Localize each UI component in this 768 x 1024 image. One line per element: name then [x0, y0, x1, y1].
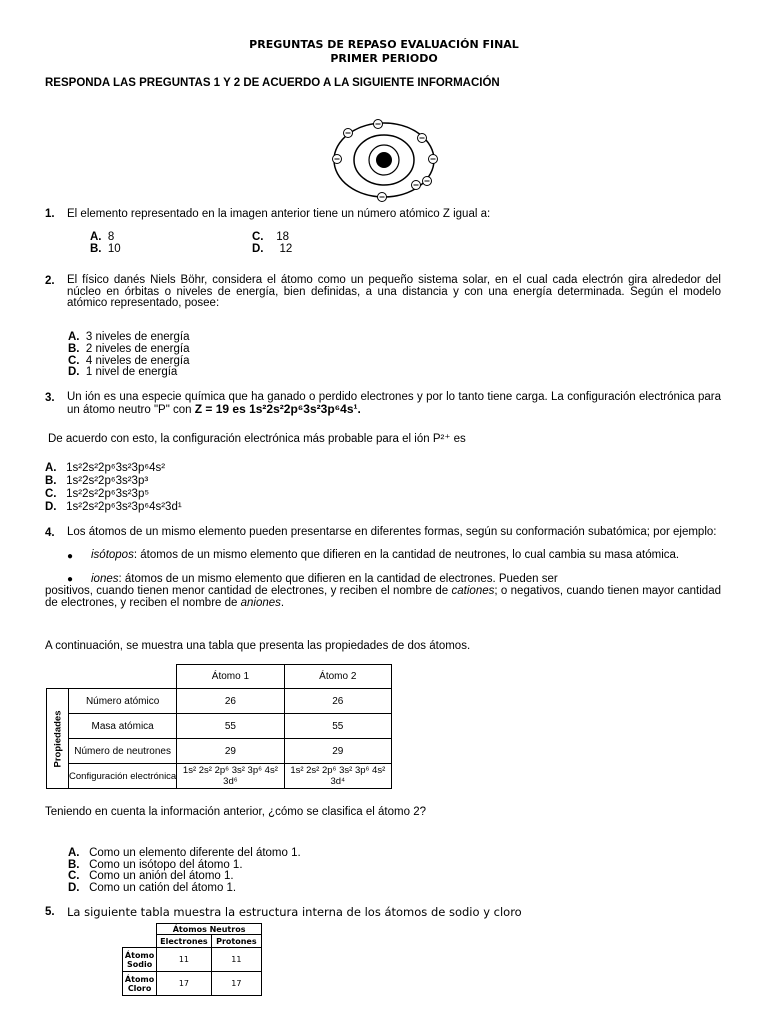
column-header: Átomo 2 — [284, 665, 391, 689]
table-title: Átomos Neutros — [157, 924, 262, 935]
option-text: Como un isótopo del átomo 1. — [89, 859, 243, 871]
question-number: 5. — [45, 906, 55, 918]
bohr-atom-diagram — [330, 118, 440, 203]
option-letter: C. — [45, 488, 57, 500]
option-text: Como un catión del átomo 1. — [89, 882, 237, 894]
empty-cell — [123, 924, 157, 935]
cell: 29 — [177, 739, 284, 764]
text: ; o negativos, cuando tienen mayor cantidad de electrones, y reciben el nombre de — [45, 585, 721, 609]
q1-option-a[interactable] — [90, 231, 114, 243]
question-2-text: El físico danés Niels Böhr, considera el átomo como un pequeño sistema solar, en el cual cada electrón gira alrededor del núcleo en órbitas o niveles de energía, bien definidas, a una distancia y con una energía determinada. Según el modelo atómico representado, posee: — [67, 274, 721, 309]
definition: : átomos de un mismo elemento que difieren en la cantidad de neutrones, lo cual cambia su masa atómica. — [133, 549, 680, 561]
q3-option-c[interactable] — [45, 488, 149, 500]
cell: 1s² 2s² 2p⁶ 3s² 3p⁶ 4s² 3d⁴ — [284, 764, 391, 789]
q3-option-a[interactable] — [45, 462, 165, 474]
term: cationes — [451, 585, 495, 597]
cell: 26 — [177, 689, 284, 714]
option-letter: C. — [68, 355, 80, 367]
option-letter: A. — [68, 331, 80, 343]
option-letter: D. — [45, 501, 57, 513]
question-4-prompt: Teniendo en cuenta la información anterior, ¿cómo se clasifica el átomo 2? — [45, 806, 426, 818]
term: isótopos — [91, 549, 134, 561]
option-text: 1 nivel de energía — [85, 366, 178, 378]
iones-definition — [91, 573, 558, 585]
q4-option-c[interactable] — [68, 870, 234, 882]
question-3-text — [67, 392, 721, 416]
question-number: 1. — [45, 208, 55, 220]
term: aniones — [240, 597, 281, 609]
cell: 11 — [157, 948, 212, 972]
q2-option-a[interactable] — [68, 331, 189, 343]
atom-properties-table — [46, 664, 392, 789]
nucleus — [376, 152, 392, 168]
option-text: 12 — [279, 243, 293, 255]
option-text: 18 — [276, 231, 290, 243]
option-letter: C. — [252, 231, 264, 243]
question-number: 2. — [45, 275, 55, 287]
question-3-followup: De acuerdo con esto, la configuración electrónica más probable para el ión P²⁺ es — [48, 433, 466, 445]
option-letter: B. — [45, 475, 57, 487]
text: positivos, cuando tienen menor cantidad de electrones, y reciben el nombre de — [45, 585, 452, 597]
q3-option-d[interactable] — [45, 501, 182, 513]
text: . — [280, 597, 285, 609]
option-text: 1s²2s²2p⁶3s²3p⁶4s² — [66, 462, 166, 474]
question-text: Un ión es una especie química que ha ganado o perdido electrones y por lo tanto tiene carga. La configuración electrónica para un átomo neutro "P" con — [67, 391, 721, 416]
empty-cell — [69, 665, 177, 689]
bullet-icon: ● — [67, 551, 74, 562]
cell: 17 — [211, 972, 261, 996]
option-letter: A. — [68, 847, 80, 859]
option-text: 10 — [107, 243, 121, 255]
empty-cell — [123, 935, 157, 948]
question-text: El elemento representado en la imagen anterior tiene un número atómico Z igual a: — [67, 208, 491, 220]
q2-option-d[interactable] — [68, 366, 177, 378]
option-letter: C. — [68, 870, 80, 882]
option-text: Como un elemento diferente del átomo 1. — [89, 847, 301, 859]
empty-cell — [47, 665, 69, 689]
option-text: 1s²2s²2p⁶3s²3p⁵ — [66, 488, 150, 500]
q2-option-b[interactable] — [68, 343, 189, 355]
properties-label: Propiedades — [52, 709, 63, 768]
option-text: 3 niveles de energía — [85, 331, 190, 343]
column-header: Átomo 1 — [177, 665, 284, 689]
cell: 55 — [284, 714, 391, 739]
row-label: Número de neutrones — [69, 739, 177, 764]
cell: 11 — [211, 948, 261, 972]
question-5-text: La siguiente tabla muestra la estructura interna de los átomos de sodio y cloro — [67, 905, 522, 919]
table-intro: A continuación, se muestra una tabla que presenta las propiedades de dos átomos. — [45, 640, 471, 652]
q4-option-a[interactable] — [68, 847, 301, 859]
page-title: PREGUNTAS DE REPASO EVALUACIÓN FINAL — [249, 38, 519, 51]
option-letter: D. — [68, 882, 80, 894]
cell: 29 — [284, 739, 391, 764]
question-number: 4. — [45, 527, 55, 539]
option-letter: A. — [90, 231, 102, 243]
row-label: Masa atómica — [69, 714, 177, 739]
side-label-cell — [47, 689, 69, 789]
instructions-heading: RESPONDA LAS PREGUNTAS 1 Y 2 DE ACUERDO A LA SIGUIENTE INFORMACIÓN — [45, 77, 500, 89]
isotopos-definition — [91, 550, 721, 562]
option-letter: B. — [68, 343, 80, 355]
iones-continuation — [45, 585, 721, 609]
option-letter: D. — [68, 366, 80, 378]
question-1 — [45, 208, 491, 220]
bullet-icon: ● — [67, 574, 74, 585]
q1-option-c[interactable] — [252, 231, 289, 243]
neutral-atoms-table — [122, 923, 262, 996]
option-letter: B. — [90, 243, 102, 255]
option-text: 8 — [107, 231, 115, 243]
cell: 55 — [177, 714, 284, 739]
cell: 26 — [284, 689, 391, 714]
question-4-text: Los átomos de un mismo elemento pueden presentarse en diferentes formas, según su conformación subatómica; por ejemplo: — [67, 526, 717, 538]
term: iones — [91, 573, 119, 585]
q1-option-d[interactable] — [252, 243, 292, 255]
q4-option-d[interactable] — [68, 882, 236, 894]
option-text: 2 niveles de energía — [85, 343, 190, 355]
option-text: 4 niveles de energía — [85, 355, 190, 367]
cell: 1s² 2s² 2p⁶ 3s² 3p⁶ 4s² 3d⁶ — [177, 764, 284, 789]
q1-option-b[interactable] — [90, 243, 121, 255]
row-label: Átomo Cloro — [123, 972, 157, 996]
row-label: Número atómico — [69, 689, 177, 714]
option-letter: D. — [252, 243, 264, 255]
row-label: Átomo Sodio — [123, 948, 157, 972]
q3-option-b[interactable] — [45, 475, 148, 487]
row-label: Configuración electrónica — [69, 764, 177, 789]
column-header: Electrones — [157, 935, 212, 948]
cell: 17 — [157, 972, 212, 996]
column-header: Protones — [211, 935, 261, 948]
option-text: 1s²2s²2p⁶3s²3p³ — [66, 475, 149, 487]
option-letter: A. — [45, 462, 57, 474]
option-text: 1s²2s²2p⁶3s²3p⁶4s²3d¹ — [66, 501, 182, 513]
neutral-configuration: Z = 19 es 1s²2s²2p⁶3s²3p⁶4s¹. — [194, 401, 361, 416]
page-subtitle: PRIMER PERIODO — [330, 52, 438, 65]
definition: : átomos de un mismo elemento que difieren en la cantidad de electrones. Pueden ser — [118, 573, 558, 585]
option-text: Como un anión del átomo 1. — [89, 870, 234, 882]
option-letter: B. — [68, 859, 80, 871]
question-number: 3. — [45, 392, 55, 404]
